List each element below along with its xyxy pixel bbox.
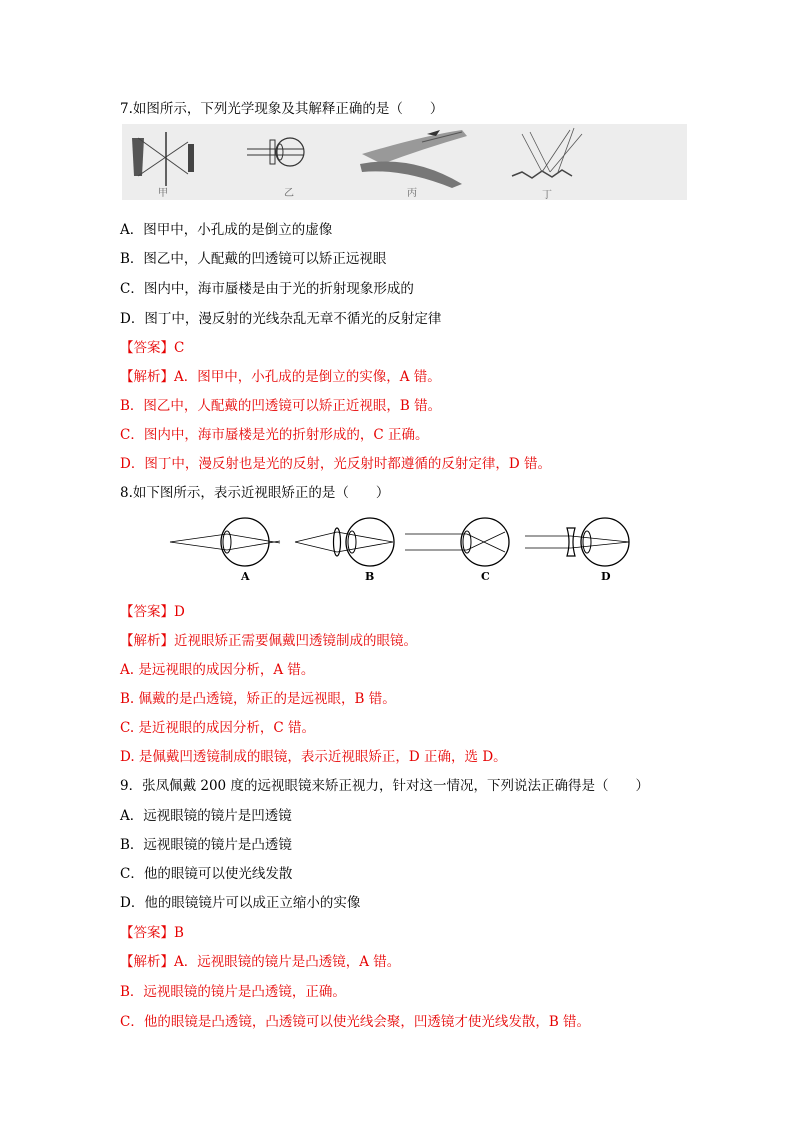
eye-diagram-b <box>295 518 394 566</box>
q9-analysis-line-2: B．远视眼镜的镜片是凸透镜，正确。 <box>120 984 346 1000</box>
analysis-tag: 【解析】 <box>120 954 174 970</box>
q7-option-a: A．图甲中，小孔成的是倒立的虚像 <box>120 222 333 238</box>
eye-lens-figure <box>247 138 304 166</box>
analysis-text: A．远视眼镜的镜片是凸透镜，A 错。 <box>174 954 401 970</box>
analysis-text: 近视眼矫正需要佩戴凹透镜制成的眼镜。 <box>174 633 417 649</box>
answer-value: B <box>174 925 184 941</box>
q7-analysis-line-4: D．图丁中，漫反射也是光的反射，光反射时都遵循的反射定律，D 错。 <box>120 456 551 472</box>
answer-value: C <box>174 340 185 356</box>
eye-diagram-a <box>170 518 280 566</box>
q8-analysis-line-4: C. 是近视眼的成因分析，C 错。 <box>120 720 316 736</box>
q7-analysis-line-2: B．图乙中，人配戴的凹透镜可以矫正近视眼，B 错。 <box>120 398 442 414</box>
q8-analysis-line-1 <box>120 632 417 650</box>
q7-option-c: C．图内中，海市蜃楼是由于光的折射现象形成的 <box>120 281 414 297</box>
q9-option-c: C．他的眼镜可以使光线发散 <box>120 866 293 882</box>
eye-label-a: A <box>241 570 250 583</box>
fig-label-ding: 丁 <box>542 190 552 201</box>
analysis-tag: 【解析】 <box>120 633 174 649</box>
q9-option-a: A．远视眼镜的镜片是凹透镜 <box>120 808 292 824</box>
analysis-text: A．图甲中，小孔成的是倒立的实像，A 错。 <box>174 369 441 385</box>
q7-figure-svg <box>122 124 687 200</box>
answer-tag: 【答案】 <box>120 604 174 620</box>
q7-option-d: D．图丁中，漫反射的光线杂乱无章不循光的反射定律 <box>120 311 442 327</box>
q8-answer <box>120 603 185 621</box>
eye-diagram-d <box>525 518 629 566</box>
mirage-figure <box>360 130 467 188</box>
q8-analysis-line-5: D. 是佩戴凹透镜制成的眼镜，表示近视眼矫正，D 正确，选 D。 <box>120 749 507 765</box>
pinhole-figure <box>132 132 194 186</box>
q8-figure-svg <box>165 512 645 582</box>
q8-analysis-line-2: A. 是远视眼的成因分析，A 错。 <box>120 662 315 678</box>
answer-value: D <box>174 604 185 620</box>
q7-figure-strip <box>122 124 687 200</box>
analysis-tag: 【解析】 <box>120 369 174 385</box>
eye-label-b: B <box>365 570 375 583</box>
q9-option-d: D．他的眼镜镜片可以成正立缩小的实像 <box>120 895 361 911</box>
q8-analysis-line-3: B. 佩戴的是凸透镜，矫正的是远视眼，B 错。 <box>120 691 396 707</box>
q7-option-b: B．图乙中，人配戴的凹透镜可以矫正远视眼 <box>120 251 387 267</box>
q9-option-b: B．远视眼镜的镜片是凸透镜 <box>120 837 292 853</box>
fig-label-jia: 甲 <box>158 188 168 199</box>
answer-tag: 【答案】 <box>120 340 174 356</box>
eye-diagram-c <box>405 518 509 566</box>
q9-analysis-line-1 <box>120 953 400 971</box>
answer-tag: 【答案】 <box>120 925 174 941</box>
eye-label-c: C <box>481 570 490 583</box>
q8-stem: 8.如下图所示，表示近视眼矫正的是（ ） <box>120 485 390 501</box>
q9-analysis-line-3: C．他的眼镜是凸透镜，凸透镜可以使光线会聚，凹透镜才使光线发散，B 错。 <box>120 1014 591 1030</box>
q7-analysis-line-1 <box>120 368 441 386</box>
q8-figure-strip <box>165 512 645 592</box>
fig-label-yi: 乙 <box>284 188 294 199</box>
q9-stem: 9．张凤佩戴 200 度的远视眼镜来矫正视力，针对这一情况，下列说法正确得是（ ） <box>120 778 649 794</box>
q7-analysis-line-3: C．图内中，海市蜃楼是光的折射形成的，C 正确。 <box>120 427 429 443</box>
eye-label-d: D <box>601 570 611 583</box>
q9-answer <box>120 924 184 942</box>
diffuse-reflection-figure <box>512 128 582 178</box>
q7-answer <box>120 339 184 357</box>
fig-label-bing: 丙 <box>407 188 417 199</box>
q7-stem: 7.如图所示，下列光学现象及其解释正确的是（ ） <box>120 101 444 117</box>
